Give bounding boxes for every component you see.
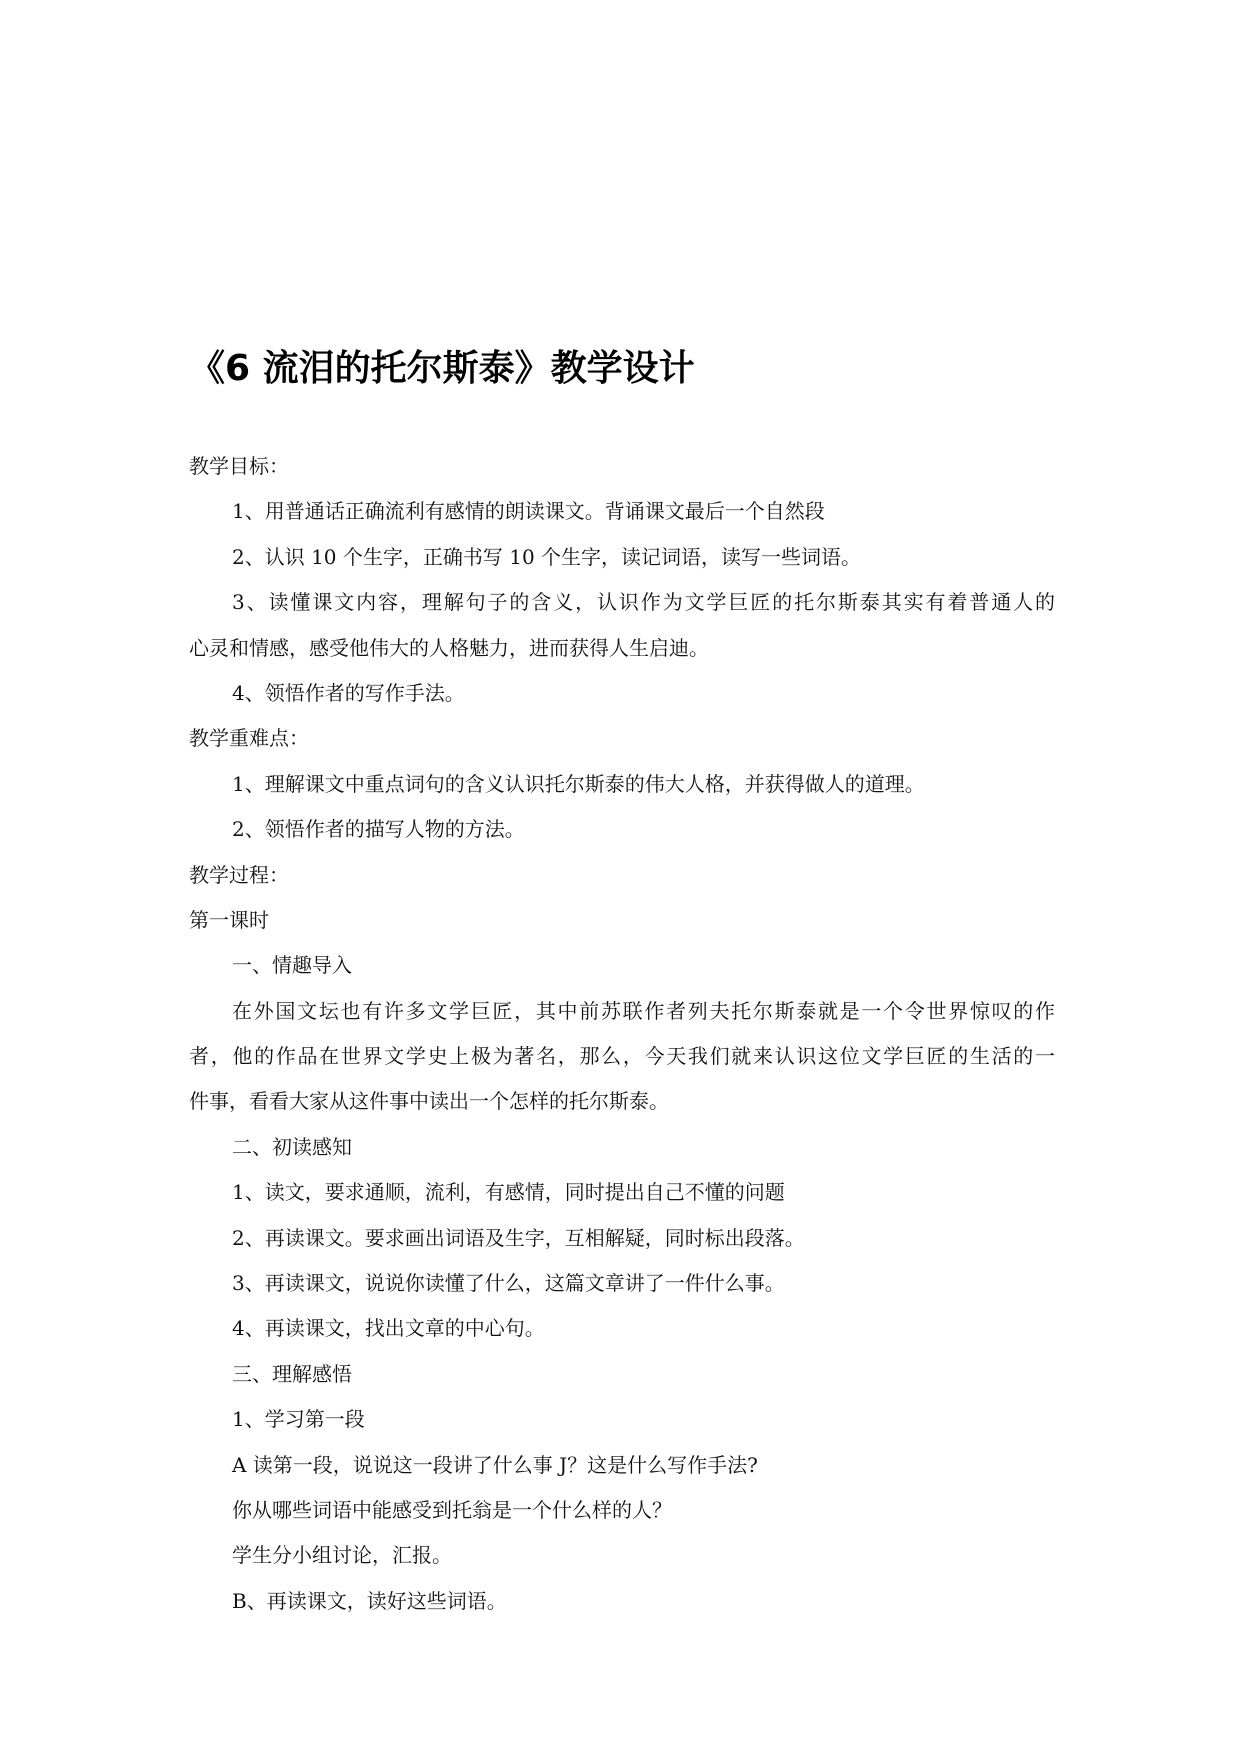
intro-paragraph-line-2: 者，他的作品在世界文学史上极为著名，那么，今天我们就来认识这位文学巨匠的生活的一 <box>189 1044 1055 1069</box>
intro-paragraph-line-3: 件事，看看大家从这件事中读出一个怎样的托尔斯泰。 <box>189 1089 669 1114</box>
intro-paragraph-line-1: 在外国文坛也有许多文学巨匠，其中前苏联作者列夫托尔斯泰就是一个令世界惊叹的作 <box>232 998 1055 1023</box>
reading-step-1: 1、读文，要求通顺，流利，有感情，同时提出自己不懂的问题 <box>232 1180 785 1205</box>
section-heading-process: 教学过程： <box>189 862 289 887</box>
part-heading-2: 二、初读感知 <box>232 1134 352 1159</box>
section-heading-key-points: 教学重难点： <box>189 726 309 751</box>
reading-step-3: 3、再读课文，说说你读懂了什么，这篇文章讲了一件什么事。 <box>232 1271 785 1296</box>
study-item-a: A 读第一段，说说这一段讲了什么事 J？这是什么写作手法? <box>232 1452 758 1477</box>
part-heading-1: 一、情趣导入 <box>232 953 352 978</box>
reading-step-4: 4、再读课文，找出文章的中心句。 <box>232 1316 545 1341</box>
section-heading-objectives: 教学目标： <box>189 454 289 478</box>
objective-3-line-1: 3、读懂课文内容，理解句子的含义，认识作为文学巨匠的托尔斯泰其实有着普通人的 <box>232 590 1055 615</box>
part-heading-3: 三、理解感悟 <box>232 1361 352 1386</box>
key-point-2: 2、领悟作者的描写人物的方法。 <box>232 817 525 842</box>
study-item-b: B、再读课文，读好这些词语。 <box>232 1588 507 1613</box>
objective-4: 4、领悟作者的写作手法。 <box>232 680 465 705</box>
document-title: 《6 流泪的托尔斯泰》教学设计 <box>189 348 695 389</box>
study-step-1: 1、学习第一段 <box>232 1407 365 1432</box>
reading-step-2: 2、再读课文。要求画出词语及生字，互相解疑，同时标出段落。 <box>232 1225 805 1250</box>
lesson-heading: 第一课时 <box>189 907 269 932</box>
study-question: 你从哪些词语中能感受到托翁是一个什么样的人？ <box>232 1497 672 1522</box>
objective-2: 2、认识 10 个生字，正确书写 10 个生字，读记词语，读写一些词语。 <box>232 544 862 569</box>
objective-3-line-2: 心灵和情感，感受他伟大的人格魅力，进而获得人生启迪。 <box>189 635 709 660</box>
key-point-1: 1、理解课文中重点词句的含义认识托尔斯泰的伟大人格，并获得做人的道理。 <box>232 771 925 796</box>
study-discussion: 学生分小组讨论，汇报。 <box>232 1543 452 1568</box>
document-body <box>189 444 1055 1624</box>
objective-1: 1、用普通话正确流利有感情的朗读课文。背诵课文最后一个自然段 <box>232 499 825 524</box>
